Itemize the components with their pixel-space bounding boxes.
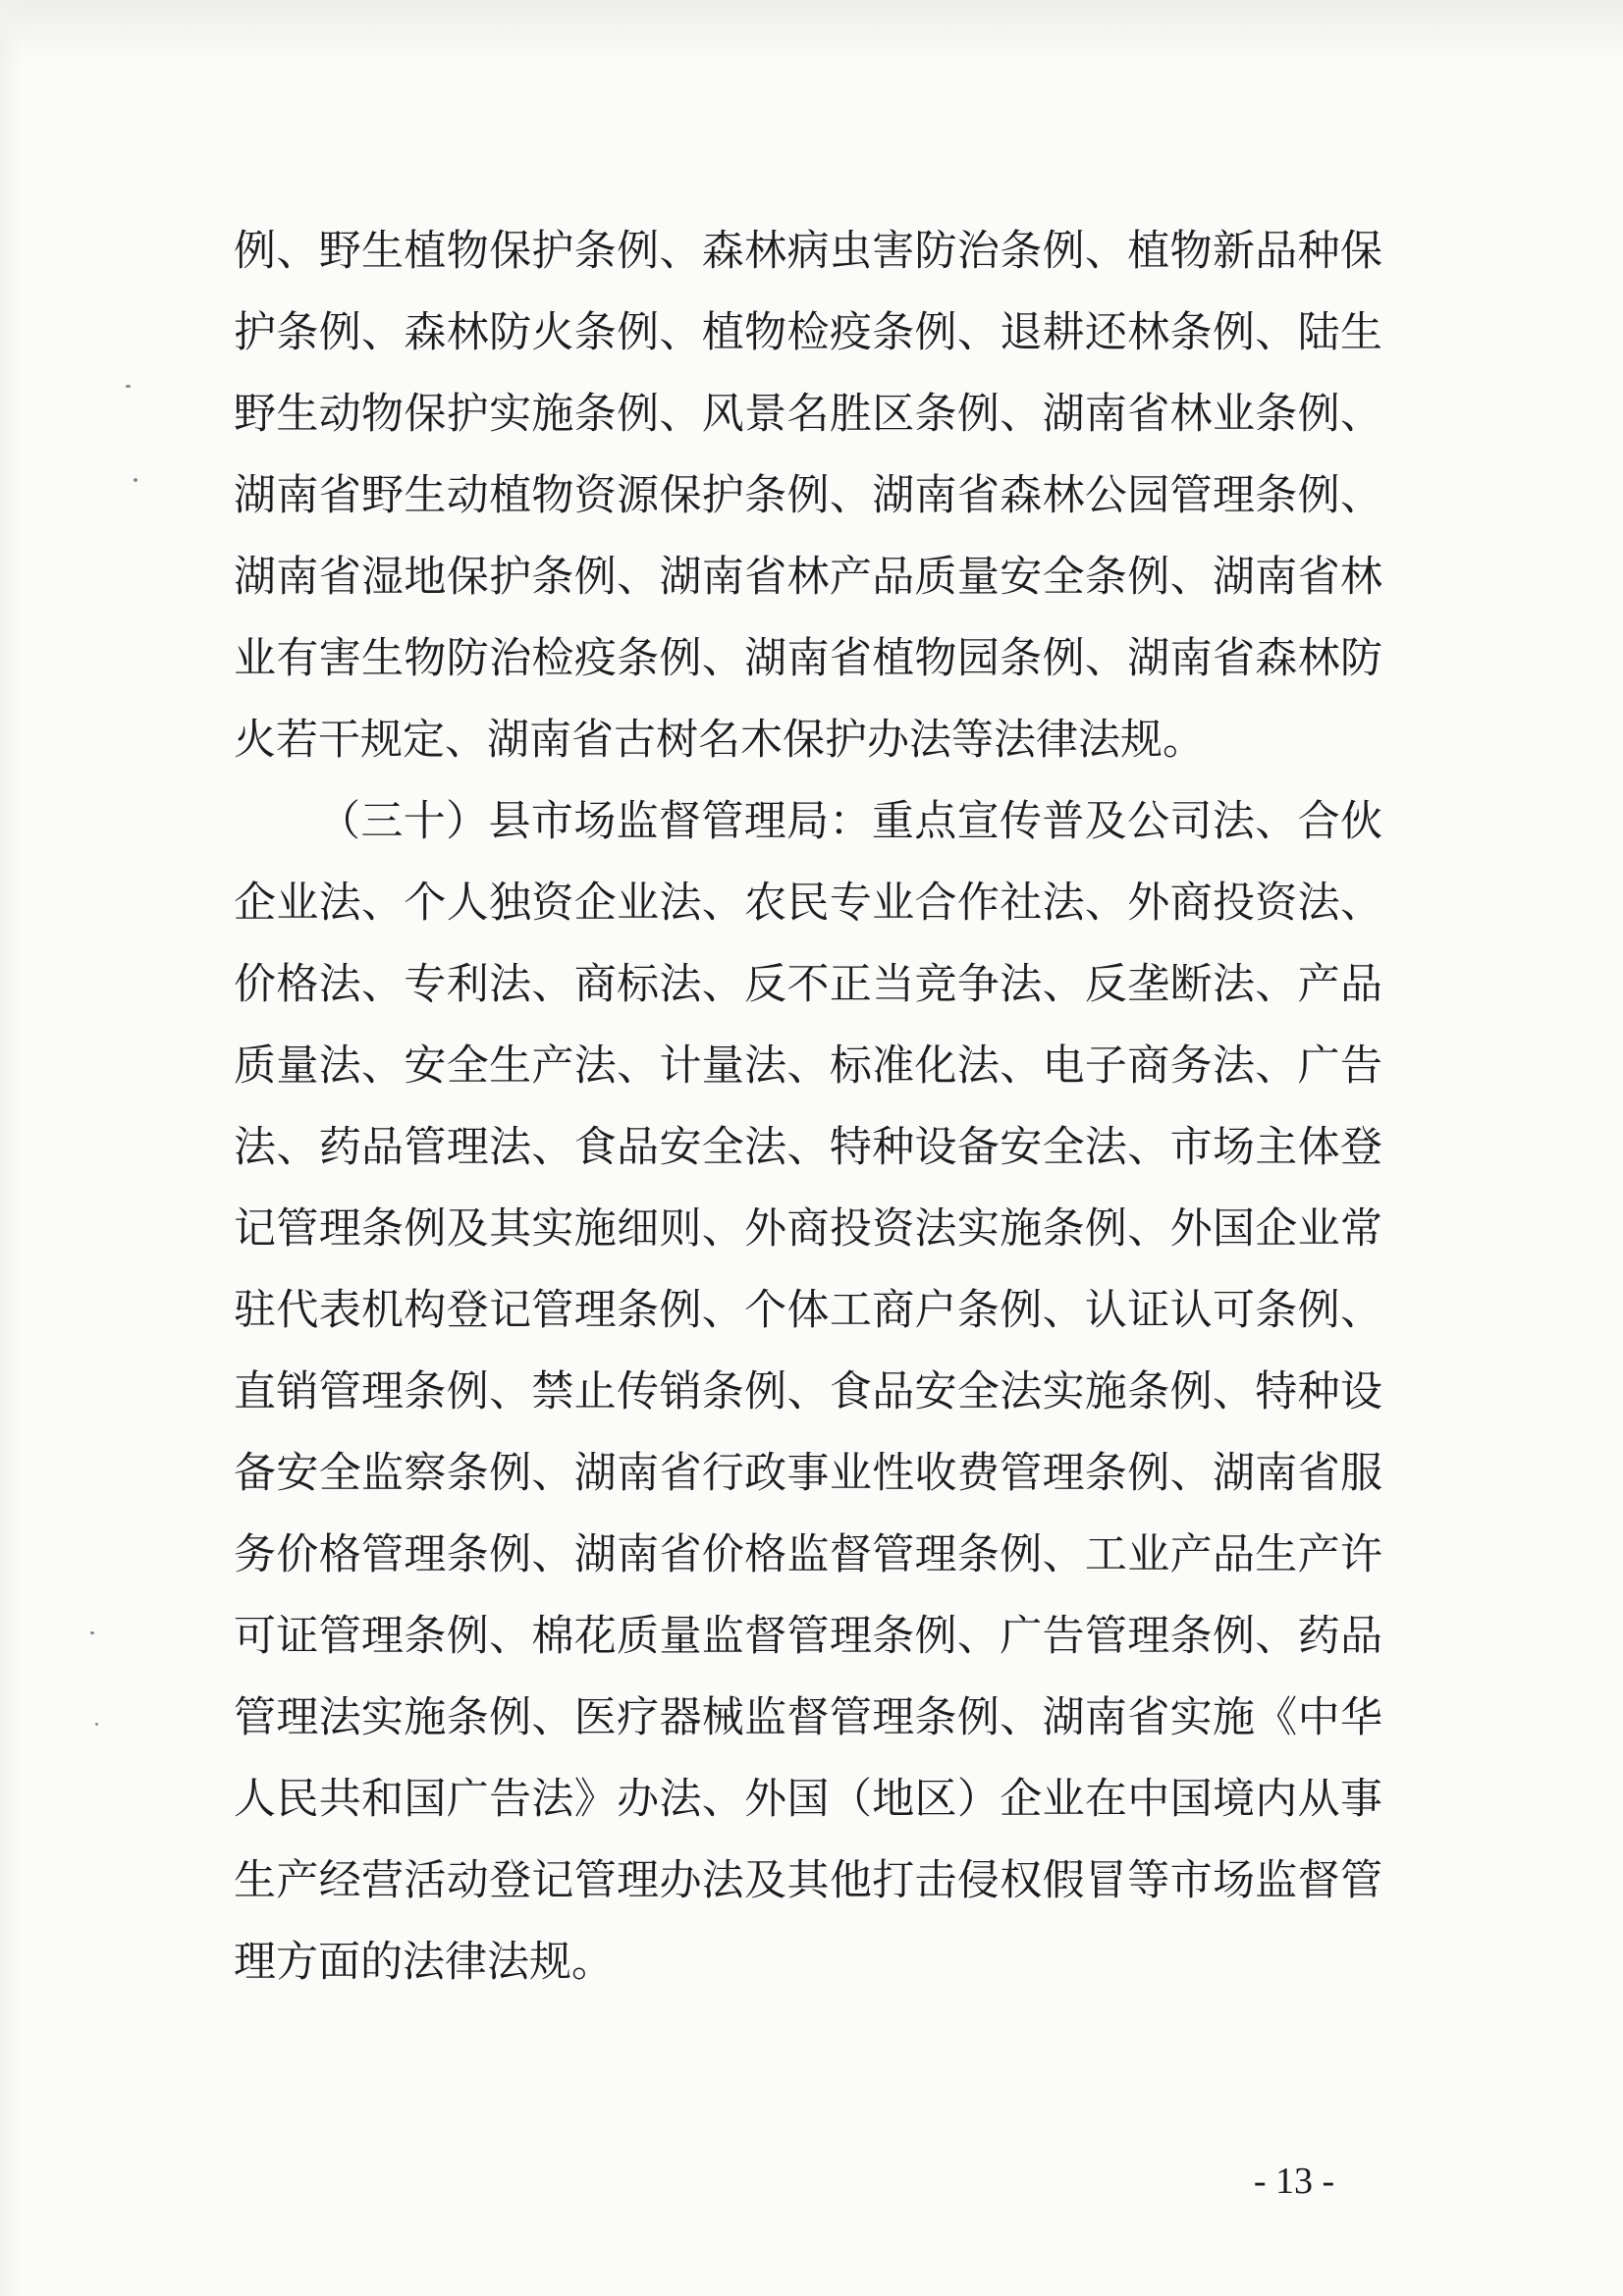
scan-speck <box>95 1723 98 1726</box>
scan-speck <box>134 478 137 482</box>
scan-speck <box>126 385 131 388</box>
scan-speck <box>90 1631 94 1634</box>
scan-shadow-left <box>0 0 22 2296</box>
body-text <box>234 211 1382 2003</box>
scan-shadow-top <box>0 0 1623 69</box>
paragraph-market-regulation: （三十）县市场监督管理局：重点宣传普及公司法、合伙企业法、个人独资企业法、农民专业合作社法、外商投资法、价格法、专利法、商标法、反不正当竞争法、反垄断法、产品质量法、安全生产法、计量法、标准化法、电子商务法、广告法、药品管理法、食品安全法、特种设备安全法、市场主体登记管理条例及其实施细则、外商投资法实施条例、外国企业常驻代表机构登记管理条例、个体工商户条例、认证认可条例、直销管理条例、禁止传销条例、食品安全法实施条例、特种设备安全监察条例、湖南省行政事业性收费管理条例、湖南省服务价格管理条例、湖南省价格监督管理条例、工业产品生产许可证管理条例、棉花质量监督管理条例、广告管理条例、药品管理法实施条例、医疗器械监督管理条例、湖南省实施《中华人民共和国广告法》办法、外国（地区）企业在中国境内从事生产经营活动登记管理办法及其他打击侵权假冒等市场监督管理方面的法律法规。 <box>234 797 1382 1987</box>
paragraph-continued: 例、野生植物保护条例、森林病虫害防治条例、植物新品种保护条例、森林防火条例、植物检疫条例、退耕还林条例、陆生野生动物保护实施条例、风景名胜区条例、湖南省林业条例、湖南省野生动植物资源保护条例、湖南省森林公园管理条例、湖南省湿地保护条例、湖南省林产品质量安全条例、湖南省林业有害生物防治检疫条例、湖南省植物园条例、湖南省森林防火若干规定、湖南省古树名木保护办法等法律法规。 <box>234 227 1382 765</box>
page-number: - 13 - <box>1253 2161 1335 2202</box>
